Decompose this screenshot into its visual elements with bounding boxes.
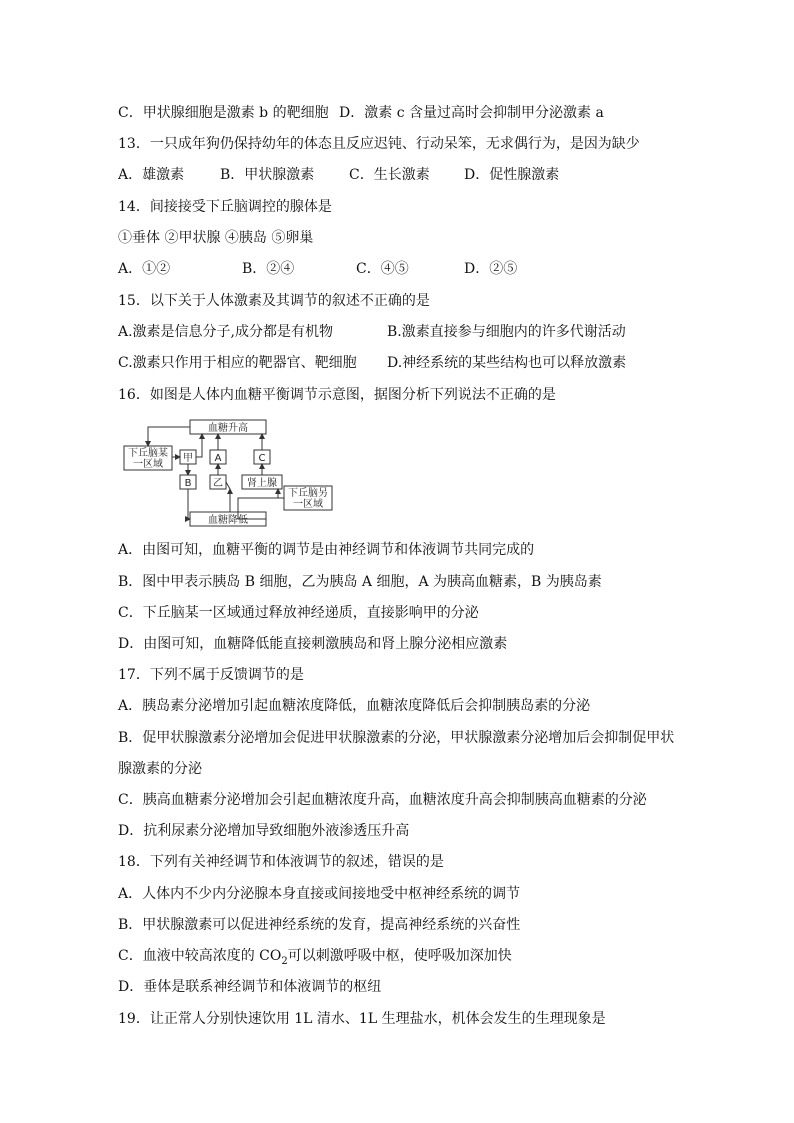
blood-sugar-high-label: 血糖升高 [208, 423, 248, 434]
q14-option-c: C．④⑤ [356, 261, 409, 277]
yi-label: 乙 [213, 478, 223, 489]
q17-option-d: D．抗利尿素分泌增加导致细胞外液渗透压升高 [118, 823, 410, 839]
q18-option-c-subscript: 2 [281, 955, 288, 967]
q14-option-a: A．①② [118, 261, 171, 277]
c-label: C [258, 453, 266, 464]
b-label: B [184, 478, 192, 489]
q14-items: ①垂体 ②甲状腺 ④胰岛 ⑤卵巢 [118, 230, 314, 246]
q15-option-a: A.激素是信息分子,成分都是有机物 [118, 324, 334, 340]
glucose-regulation-diagram [118, 418, 338, 530]
q17-stem: 17．下列不属于反馈调节的是 [118, 667, 304, 683]
hypothalamus-region-1-line2: 一区域 [133, 459, 163, 470]
q14-option-d: D．②⑤ [464, 261, 518, 277]
q17-option-b-line2: 腺激素的分泌 [118, 761, 202, 777]
q19-stem: 19．让正常人分别快速饮用 1L 清水、1L 生理盐水，机体会发生的生理现象是 [118, 1011, 606, 1027]
q18-stem: 18．下列有关神经调节和体液调节的叙述，错误的是 [118, 854, 444, 870]
q18-option-c-post: 可以刺激呼吸中枢，使呼吸加深加快 [287, 948, 512, 964]
q12-option-c: C．甲状腺细胞是激素 b 的靶细胞 [118, 105, 329, 121]
q18-option-d: D．垂体是联系神经调节和体液调节的枢纽 [118, 979, 382, 995]
q18-option-a: A．人体内不少内分泌腺本身直接或间接地受中枢神经系统的调节 [118, 886, 521, 902]
hypothalamus-region-2-line1: 下丘脑另 [288, 488, 328, 499]
q15-stem: 15．以下关于人体激素及其调节的叙述不正确的是 [118, 293, 430, 309]
q12-option-d: D．激素 c 含量过高时会抑制甲分泌激素 a [339, 105, 604, 121]
hypothalamus-region-2-line2: 一区域 [293, 499, 323, 510]
jia-label: 甲 [183, 453, 193, 464]
a-label: A [214, 453, 222, 464]
q18-option-b: B．甲状腺激素可以促进神经系统的发育，提高神经系统的兴奋性 [118, 917, 521, 933]
blood-sugar-low-label: 血糖降低 [208, 515, 248, 526]
q18-option-c-pre: C．血液中较高浓度的 CO [118, 948, 282, 964]
q12-option-line [118, 104, 604, 122]
q16-option-c: C．下丘脑某一区域通过释放神经递质，直接影响甲的分泌 [118, 605, 479, 621]
q13-option-c: C．生长激素 [349, 167, 430, 183]
q13-option-d: D．促性腺激素 [464, 167, 560, 183]
q15-option-c: C.激素只作用于相应的靶器官、靶细胞 [118, 355, 357, 371]
q16-option-a: A．由图可知，血糖平衡的调节是由神经调节和体液调节共同完成的 [118, 542, 535, 558]
q18-option-c [118, 947, 512, 971]
q15-option-d: D.神经系统的某些结构也可以释放激素 [387, 355, 627, 371]
q13-stem: 13．一只成年狗仍保持幼年的体态且反应迟钝、行动呆笨，无求偶行为，是因为缺少 [118, 136, 640, 152]
adrenal-label: 肾上腺 [247, 478, 277, 489]
hypothalamus-region-1-line1: 下丘脑某 [128, 448, 168, 459]
q15-option-b: B.激素直接参与细胞内的许多代谢活动 [387, 324, 626, 340]
q17-option-b-line1: B．促甲状腺激素分泌增加会促进甲状腺激素的分泌，甲状腺激素分泌增加后会抑制促甲状 [118, 730, 675, 746]
q17-option-a: A．胰岛素分泌增加引起血糖浓度降低，血糖浓度降低后会抑制胰岛素的分泌 [118, 698, 591, 714]
q17-option-c: C．胰高血糖素分泌增加会引起血糖浓度升高，血糖浓度升高会抑制胰高血糖素的分泌 [118, 792, 647, 808]
q14-option-b: B．②④ [242, 261, 295, 277]
q16-option-b: B．图中甲表示胰岛 B 细胞，乙为胰岛 A 细胞，A 为胰高血糖素，B 为胰岛素 [118, 574, 602, 590]
q16-option-d: D．由图可知，血糖降低能直接刺激胰岛和肾上腺分泌相应激素 [118, 636, 508, 652]
q13-option-a: A．雄激素 [118, 167, 185, 183]
q14-stem: 14．间接接受下丘脑调控的腺体是 [118, 199, 332, 215]
q16-stem: 16．如图是人体内血糖平衡调节示意图，据图分析下列说法不正确的是 [118, 387, 556, 403]
q13-option-b: B．甲状腺激素 [220, 167, 315, 183]
